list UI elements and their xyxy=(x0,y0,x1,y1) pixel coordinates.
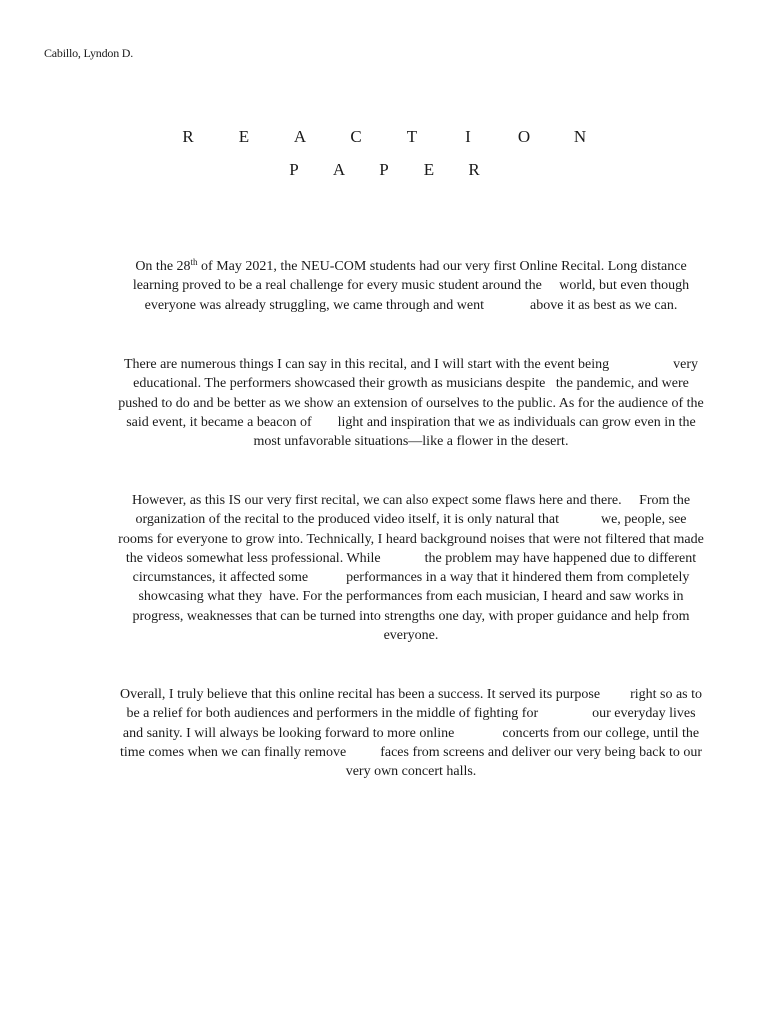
text-segment: of May 2021, the NEU-COM students had our very first Online Recital. Long distance xyxy=(197,259,687,274)
text-segment: the problem may have happened due to different xyxy=(424,550,697,566)
text-line xyxy=(92,510,730,529)
title-letter: E xyxy=(423,160,435,179)
text-line xyxy=(92,704,730,723)
title-letter: R xyxy=(468,160,480,179)
text-line: everyone. xyxy=(383,628,439,644)
title-letter: T xyxy=(406,127,418,146)
text-segment: circumstances, it affected some xyxy=(132,570,309,586)
text-line: educational. The performers showcased their growth as musicians despite the pandemic, and were xyxy=(133,376,689,392)
text-segment: and sanity. I will always be looking forward to more online xyxy=(122,725,455,741)
text-line: most unfavorable situations—like a flower in the desert. xyxy=(253,434,569,450)
text-line xyxy=(92,549,730,568)
title-letter: A xyxy=(293,127,307,146)
title-letter: N xyxy=(573,127,587,146)
text-segment: time comes when we can finally remove xyxy=(119,744,347,760)
paragraph-1 xyxy=(92,257,730,315)
title-letter: I xyxy=(465,127,471,146)
title-letter: R xyxy=(182,127,194,146)
text-line: learning proved to be a real challenge for every music student around the world, but even though xyxy=(132,278,690,294)
text-segment: right so as to xyxy=(630,687,703,702)
text-line xyxy=(92,724,730,743)
text-line: pushed to do and be better as we show an extension of ourselves to the public. As for the audience of the xyxy=(118,395,704,411)
title-line-reaction xyxy=(0,127,768,147)
title-letter: P xyxy=(379,160,389,179)
text-line xyxy=(92,296,730,315)
text-segment: On the 28 xyxy=(135,259,191,274)
text-segment: everyone was already struggling, we came through and went xyxy=(144,297,485,313)
text-segment: There are numerous things I can say in this recital, and I will start with the event being xyxy=(123,357,610,372)
text-segment: light and inspiration that we as individuals can grow even in the xyxy=(337,414,696,430)
paragraph-4 xyxy=(92,685,730,781)
text-line: progress, weaknesses that can be turned into strengths one day, with proper guidance and help from xyxy=(132,608,690,624)
text-segment: we, people, see xyxy=(600,512,687,528)
text-line xyxy=(92,743,730,762)
title-letter: E xyxy=(238,127,250,146)
text-line: showcasing what they have. For the performances from each musician, I heard and saw works in xyxy=(138,589,684,605)
text-line xyxy=(92,257,730,276)
text-segment: faces from screens and deliver our very being back to our xyxy=(380,744,703,760)
title-letter: O xyxy=(517,127,531,146)
text-segment: very xyxy=(673,357,699,372)
text-line: However, as this IS our very first recital, we can also expect some flaws here and there. From the xyxy=(131,493,691,508)
text-line: rooms for everyone to grow into. Technically, I heard background noises that were not filtered that made xyxy=(118,531,704,547)
text-line xyxy=(92,685,730,704)
text-line xyxy=(92,413,730,432)
text-segment: be a relief for both audiences and performers in the middle of fighting for xyxy=(126,706,539,722)
title-letter: C xyxy=(350,127,362,146)
title-line-paper xyxy=(0,160,768,180)
ordinal-suffix: th xyxy=(190,257,198,267)
paragraph-3 xyxy=(92,491,730,645)
text-segment: concerts from our college, until the xyxy=(502,725,700,741)
text-segment: Overall, I truly believe that this online recital has been a success. It served its purpose xyxy=(119,687,601,702)
text-segment: above it as best as we can. xyxy=(530,297,678,313)
text-line: very own concert halls. xyxy=(345,764,477,780)
text-line xyxy=(92,568,730,587)
text-segment: our everyday lives xyxy=(592,706,696,722)
text-segment: performances in a way that it hindered them from completely xyxy=(346,570,690,586)
text-line xyxy=(92,355,730,374)
text-segment: the videos somewhat less professional. While xyxy=(125,550,381,566)
title-letter: P xyxy=(289,160,299,179)
paragraph-2 xyxy=(92,355,730,451)
text-segment: said event, it became a beacon of xyxy=(126,414,312,430)
title-letter: A xyxy=(332,160,346,179)
author-name: Cabillo, Lyndon D. xyxy=(44,46,134,60)
text-segment: organization of the recital to the produced video itself, it is only natural that xyxy=(135,512,559,528)
